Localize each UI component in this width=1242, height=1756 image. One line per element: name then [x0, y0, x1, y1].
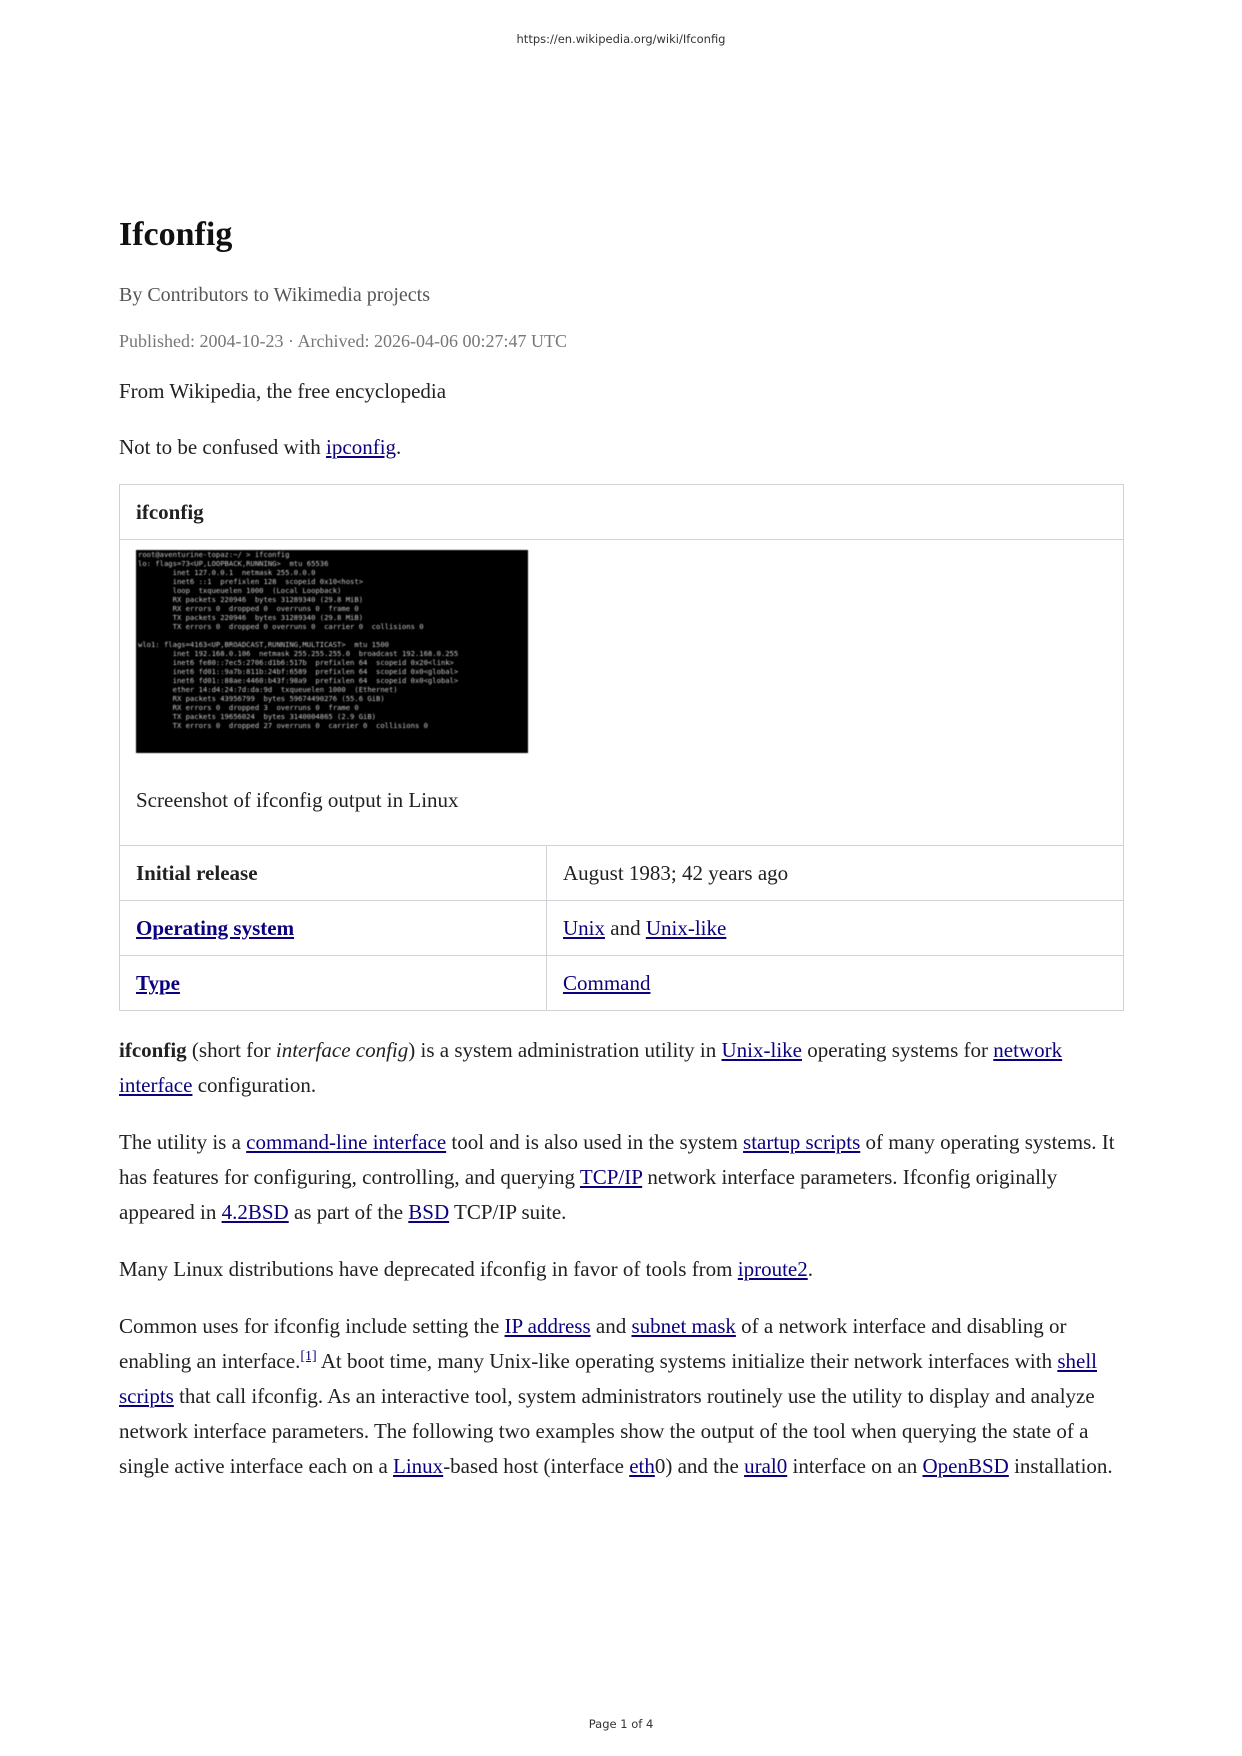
terminal-line: [138, 631, 526, 640]
infobox-row-type: [120, 956, 1123, 1010]
4-2bsd-link[interactable]: 4.2BSD: [221, 1200, 289, 1224]
infobox-title: ifconfig: [120, 485, 1123, 540]
network-interface-link[interactable]: network interface: [119, 1038, 1063, 1097]
infobox-image-cell: [120, 540, 1123, 846]
infobox-label: [120, 956, 547, 1010]
terminal-line: inet6 ::1 prefixlen 128 scopeid 0x10<host>: [138, 577, 364, 586]
operating-system-link[interactable]: Operating system: [136, 915, 295, 940]
command-link[interactable]: Command: [563, 970, 651, 995]
lead-text: From Wikipedia, the free encyclopedia: [119, 379, 447, 403]
page-number: Page 1 of 4: [588, 1717, 654, 1731]
terminal-line: ether 14:d4:24:7d:da:9d txqueuelen 1000 (Ethernet): [138, 685, 398, 694]
infobox-label: Initial release: [120, 846, 547, 900]
infobox-row-initial-release: [120, 846, 1123, 901]
unix-like-link[interactable]: Unix-like: [645, 915, 727, 940]
unix-link[interactable]: Unix: [563, 915, 605, 940]
terminal-line: inet6 fd01::88ae:4460:b43f:98a9 prefixlen 64 scopeid 0x0<global>: [138, 676, 459, 685]
page-url-header: https://en.wikipedia.org/wiki/Ifconfig: [516, 32, 726, 46]
terminal-line: wlo1: flags=4163<UP,BROADCAST,RUNNING,MULTICAST> mtu 1500: [138, 640, 389, 649]
paragraph-1: ifconfig (short for interface config) is a system administration utility in Unix-like operating systems for network interface configuration.: [119, 1038, 1063, 1097]
publish-meta: Published: 2004-10-23 · Archived: 2026-04-06 00:27:47 UTC: [119, 331, 567, 351]
byline: By Contributors to Wikimedia projects: [119, 284, 431, 306]
terminal-line: inet 192.168.0.106 netmask 255.255.255.0 broadcast 192.168.0.255: [138, 649, 459, 658]
type-link[interactable]: Type: [136, 970, 180, 995]
terminal-line: RX errors 0 dropped 0 overruns 0 frame 0: [138, 604, 359, 613]
page-title: Ifconfig: [119, 216, 233, 253]
infobox-value: [547, 956, 1123, 1010]
tcp-ip-link[interactable]: TCP/IP: [579, 1165, 643, 1189]
command-line-interface-link[interactable]: command-line interface: [246, 1130, 447, 1154]
infobox-value: August 1983; 42 years ago: [563, 860, 789, 885]
infobox: [119, 484, 1124, 1011]
iproute2-link[interactable]: iproute2: [737, 1257, 808, 1281]
terminal-line: TX packets 19656024 bytes 3140004865 (2.9 GiB): [138, 712, 376, 721]
terminal-line: inet6 fe80::7ec5:2706:d1b6:517b prefixlen 64 scopeid 0x20<link>: [138, 658, 454, 667]
terminal-line: RX packets 43956799 bytes 59674490276 (55.6 GiB): [138, 694, 385, 703]
terminal-line: inet6 fd01::9a7b:811b:24bf:6589 prefixlen 64 scopeid 0x0<global>: [138, 667, 459, 676]
paragraph-2: The utility is a command-line interface tool and is also used in the system startup scripts of many operating systems. It has features for configuring, controlling, and querying TCP/IP network interface parameters. Ifconfig originally appeared in 4.2BSD as part of the BSD TCP/IP suite.: [119, 1130, 1115, 1224]
startup-scripts-link[interactable]: startup scripts: [743, 1130, 861, 1154]
terminal-line: loop txqueuelen 1000 (Local Loopback): [138, 586, 342, 595]
image-caption: Screenshot of ifconfig output in Linux: [136, 788, 459, 812]
openbsd-link[interactable]: OpenBSD: [922, 1454, 1009, 1478]
paragraph-3: Many Linux distributions have deprecated ifconfig in favor of tools from iproute2.: [119, 1257, 813, 1281]
terminal-line: TX packets 220946 bytes 31289340 (29.8 MiB): [138, 613, 364, 622]
eth-link[interactable]: eth: [629, 1454, 655, 1478]
reference-1-link[interactable]: [1]: [300, 1349, 317, 1364]
ural0-link[interactable]: ural0: [744, 1454, 788, 1478]
terminal-line: RX packets 220946 bytes 31289340 (29.8 MiB): [138, 595, 364, 604]
subnet-mask-link[interactable]: subnet mask: [631, 1314, 736, 1338]
bsd-link[interactable]: BSD: [408, 1200, 450, 1224]
unix-like-link[interactable]: Unix-like: [721, 1038, 802, 1062]
article-content: [119, 210, 1124, 1484]
linux-link[interactable]: Linux: [393, 1454, 444, 1478]
paragraph-4: Common uses for ifconfig include setting the IP address and subnet mask of a network interface and disabling or enabling an interface.[1] At boot time, many Unix-like operating systems initialize their network interfaces with shell scripts that call ifconfig. As an interactive tool, system administrators routinely use the utility to display and analyze network interface parameters. The following two examples show the output of the tool when querying the state of a single active interface each on a Linux-based host (interface eth0) and the ural0 interface on an OpenBSD installation.: [119, 1314, 1113, 1478]
terminal-line: inet 127.0.0.1 netmask 255.0.0.0: [138, 568, 316, 577]
infobox-value: Unix and Unix-like: [563, 915, 727, 940]
terminal-line: TX errors 0 dropped 27 overruns 0 carrier 0 collisions 0: [138, 721, 428, 730]
ifconfig-screenshot-image[interactable]: [136, 550, 528, 753]
infobox-row-operating-system: [120, 901, 1123, 956]
terminal-line: lo: flags=73<UP,LOOPBACK,RUNNING> mtu 65536: [138, 559, 329, 568]
terminal-line: root@aventurine-topaz:~/ > ifconfig: [138, 550, 290, 559]
infobox-label: [120, 901, 547, 955]
terminal-line: TX errors 0 dropped 0 overruns 0 carrier 0 collisions 0: [138, 622, 424, 631]
shell-scripts-link[interactable]: shell scripts: [119, 1349, 1097, 1408]
hatnote: Not to be confused with ipconfig.: [119, 435, 402, 459]
ip-address-link[interactable]: IP address: [504, 1314, 591, 1338]
ipconfig-link[interactable]: ipconfig: [326, 435, 397, 459]
terminal-line: RX errors 0 dropped 3 overruns 0 frame 0: [138, 703, 359, 712]
